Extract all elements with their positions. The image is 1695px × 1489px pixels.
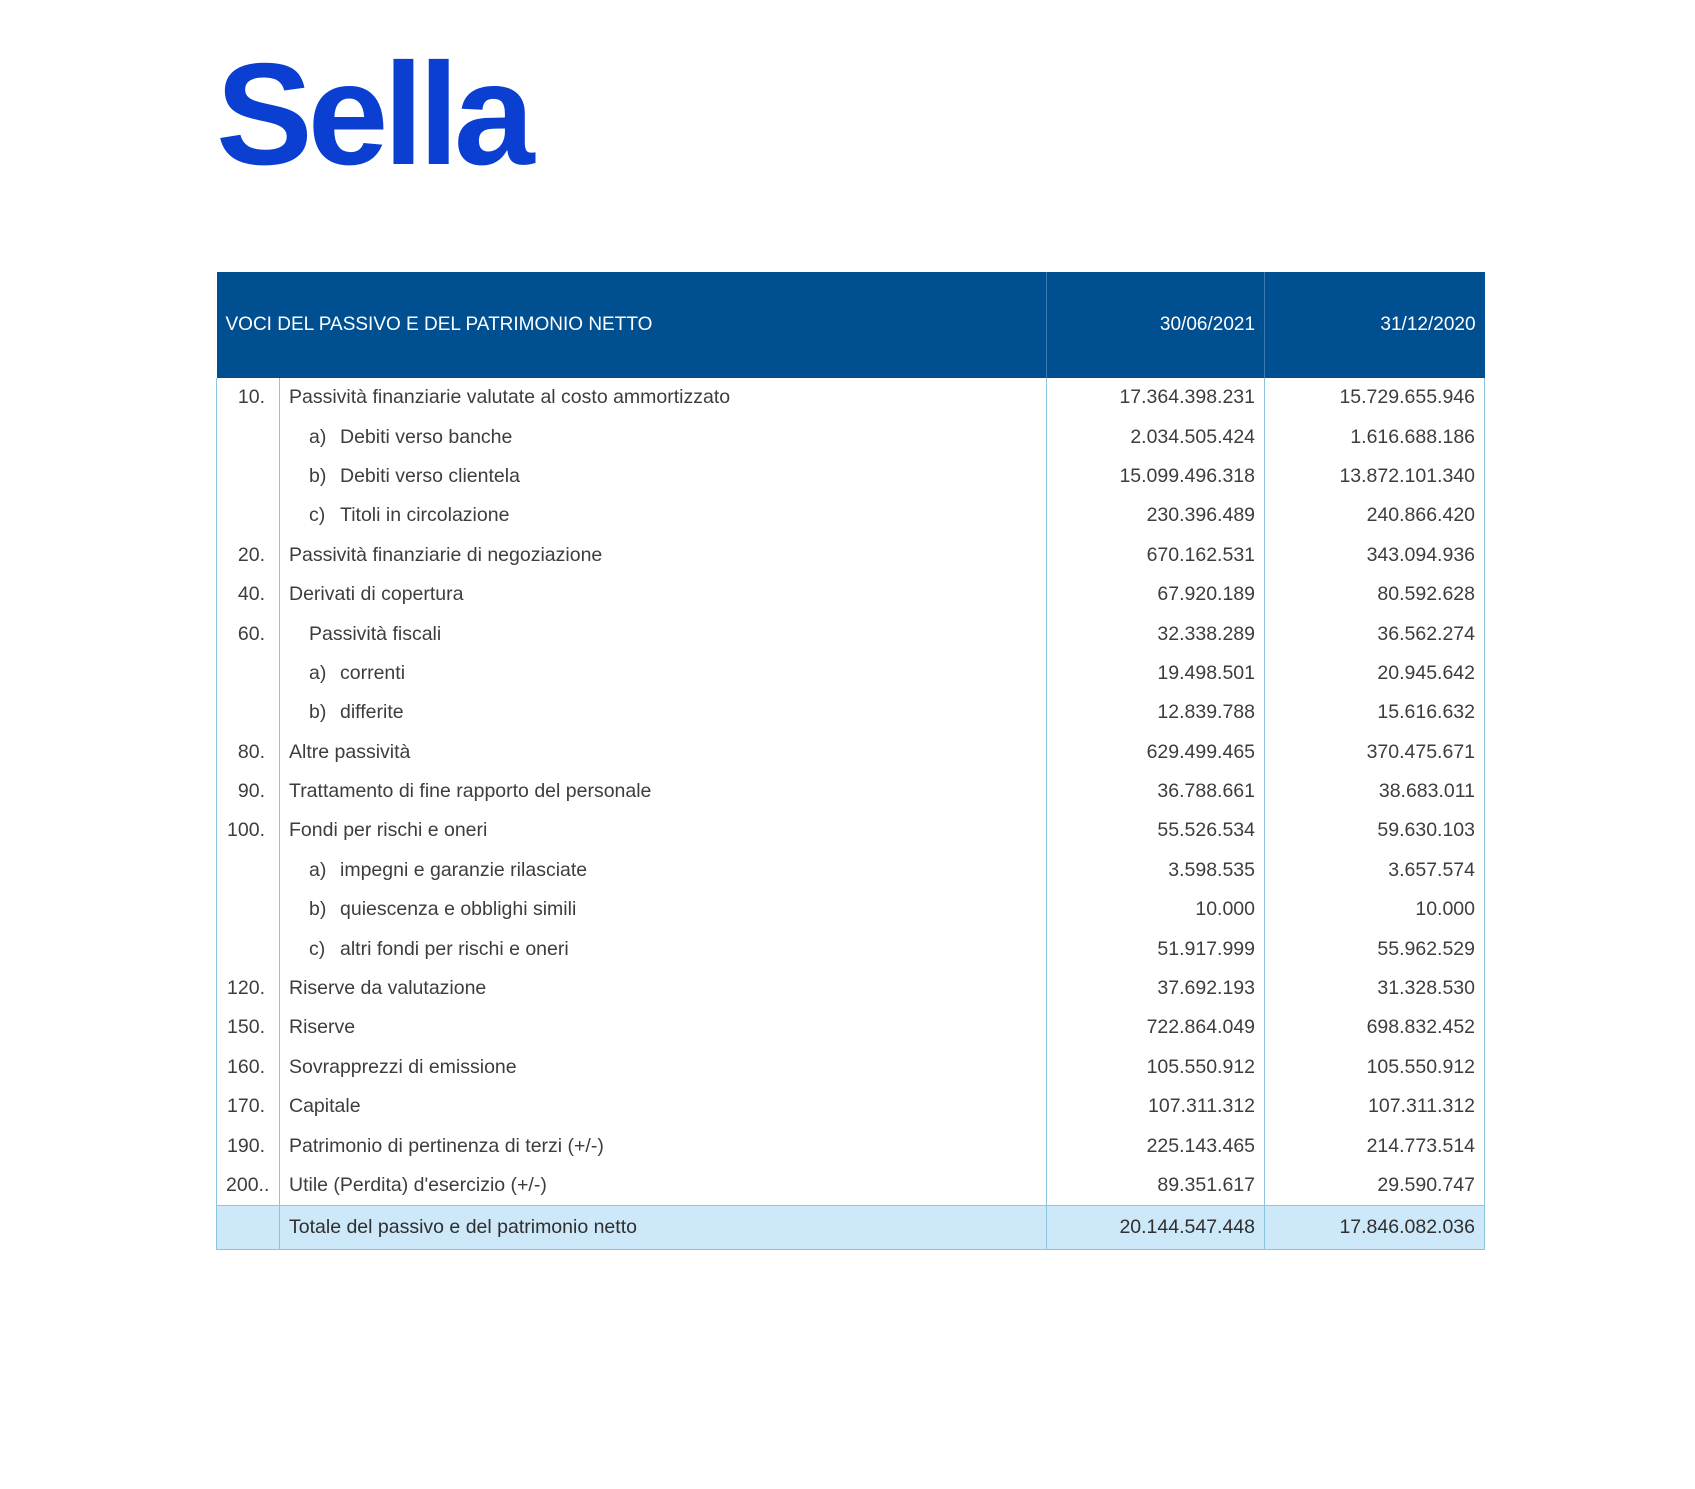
row-value-2020: 80.592.628 xyxy=(1265,575,1485,614)
row-value-2021: 629.499.465 xyxy=(1047,733,1265,772)
table-row xyxy=(217,811,1485,850)
table-row xyxy=(217,929,1485,968)
row-value-2021: 107.311.312 xyxy=(1047,1087,1265,1126)
row-value-2020: 20.945.642 xyxy=(1265,654,1485,693)
row-value-2020: 3.657.574 xyxy=(1265,851,1485,890)
row-number: 60. xyxy=(217,614,280,653)
row-description xyxy=(280,1166,1047,1206)
row-label: Trattamento di fine rapporto del personale xyxy=(289,780,652,803)
row-value-2021: 670.162.531 xyxy=(1047,536,1265,575)
row-number: 20. xyxy=(217,536,280,575)
row-label: Debiti verso banche xyxy=(340,425,513,448)
row-number xyxy=(217,929,280,968)
row-value-2021: 722.864.049 xyxy=(1047,1008,1265,1047)
row-number: 160. xyxy=(217,1048,280,1087)
sub-item-letter: b) xyxy=(309,701,327,724)
table-row xyxy=(217,417,1485,456)
row-label: Capitale xyxy=(289,1095,361,1118)
row-number xyxy=(217,693,280,732)
table-row xyxy=(217,890,1485,929)
row-value-2020: 36.562.274 xyxy=(1265,614,1485,653)
table-row xyxy=(217,772,1485,811)
row-label: Titoli in circolazione xyxy=(340,504,510,527)
header-date-2: 31/12/2020 xyxy=(1265,272,1485,378)
row-label: Altre passività xyxy=(289,740,411,763)
row-description xyxy=(280,772,1047,811)
row-label: impegni e garanzie rilasciate xyxy=(340,858,588,881)
row-value-2021: 67.920.189 xyxy=(1047,575,1265,614)
table-row xyxy=(217,1048,1485,1087)
row-description xyxy=(280,851,1047,890)
row-description xyxy=(280,811,1047,850)
row-label: Riserve xyxy=(289,1016,356,1039)
row-value-2021: 2.034.505.424 xyxy=(1047,417,1265,456)
total-row xyxy=(217,1206,1485,1250)
row-number: 80. xyxy=(217,733,280,772)
row-value-2020: 214.773.514 xyxy=(1265,1126,1485,1165)
row-number: 150. xyxy=(217,1008,280,1047)
row-value-2020: 10.000 xyxy=(1265,890,1485,929)
row-label: differite xyxy=(340,701,404,724)
row-number: 90. xyxy=(217,772,280,811)
row-value-2021: 15.099.496.318 xyxy=(1047,457,1265,496)
row-number: 200.. xyxy=(217,1166,280,1206)
row-label: Passività fiscali xyxy=(309,622,442,645)
row-value-2020: 31.328.530 xyxy=(1265,969,1485,1008)
row-value-2021: 230.396.489 xyxy=(1047,496,1265,535)
row-value-2021: 36.788.661 xyxy=(1047,772,1265,811)
row-value-2021: 55.526.534 xyxy=(1047,811,1265,850)
row-label: Debiti verso clientela xyxy=(340,464,520,487)
row-description xyxy=(280,536,1047,575)
row-description xyxy=(280,417,1047,456)
table-row xyxy=(217,1126,1485,1165)
row-label: Utile (Perdita) d'esercizio (+/-) xyxy=(289,1174,547,1196)
row-description xyxy=(280,1008,1047,1047)
row-value-2021: 37.692.193 xyxy=(1047,969,1265,1008)
table-body xyxy=(217,378,1485,1250)
table-row xyxy=(217,575,1485,614)
table-row xyxy=(217,614,1485,653)
row-value-2021: 32.338.289 xyxy=(1047,614,1265,653)
table-row xyxy=(217,1087,1485,1126)
table-row xyxy=(217,851,1485,890)
table-row xyxy=(217,1166,1485,1206)
row-description xyxy=(280,614,1047,653)
sub-item-letter: b) xyxy=(309,464,327,487)
row-number xyxy=(217,496,280,535)
row-value-2020: 15.616.632 xyxy=(1265,693,1485,732)
row-value-2020: 13.872.101.340 xyxy=(1265,457,1485,496)
row-number xyxy=(217,654,280,693)
row-number xyxy=(217,851,280,890)
row-description xyxy=(280,654,1047,693)
header-date-1: 30/06/2021 xyxy=(1047,272,1265,378)
sub-item-letter: c) xyxy=(309,937,326,960)
row-label: correnti xyxy=(340,661,406,684)
table-row xyxy=(217,733,1485,772)
row-value-2020: 15.729.655.946 xyxy=(1265,378,1485,417)
row-description xyxy=(280,1048,1047,1087)
row-description xyxy=(280,496,1047,535)
row-value-2021: 19.498.501 xyxy=(1047,654,1265,693)
row-description xyxy=(280,733,1047,772)
row-description xyxy=(280,929,1047,968)
row-value-2020: 240.866.420 xyxy=(1265,496,1485,535)
row-label: Derivati di copertura xyxy=(289,583,464,606)
row-label: Passività finanziarie di negoziazione xyxy=(289,543,603,566)
table-row xyxy=(217,378,1485,417)
row-value-2020: 107.311.312 xyxy=(1265,1087,1485,1126)
table-row xyxy=(217,536,1485,575)
sub-item-letter: a) xyxy=(309,425,327,448)
row-number: 190. xyxy=(217,1126,280,1165)
sella-logo: Sella xyxy=(216,33,530,195)
row-number xyxy=(217,417,280,456)
sub-item-letter: a) xyxy=(309,858,327,881)
table-row xyxy=(217,693,1485,732)
table-header-row xyxy=(217,272,1485,378)
row-value-2021: 105.550.912 xyxy=(1047,1048,1265,1087)
sub-item-letter: c) xyxy=(309,504,326,527)
row-value-2020: 38.683.011 xyxy=(1265,772,1485,811)
sub-item-letter: a) xyxy=(309,661,327,684)
row-description xyxy=(280,575,1047,614)
row-value-2021: 225.143.465 xyxy=(1047,1126,1265,1165)
row-value-2020: 343.094.936 xyxy=(1265,536,1485,575)
row-label: Sovrapprezzi di emissione xyxy=(289,1055,517,1078)
row-number xyxy=(217,890,280,929)
total-label: Totale del passivo e del patrimonio netto xyxy=(280,1206,1047,1250)
row-number: 40. xyxy=(217,575,280,614)
sub-item-letter: b) xyxy=(309,898,327,921)
row-number: 120. xyxy=(217,969,280,1008)
table-row xyxy=(217,969,1485,1008)
table-row xyxy=(217,457,1485,496)
row-label: Passività finanziarie valutate al costo ammortizzato xyxy=(289,386,731,409)
row-description xyxy=(280,693,1047,732)
total-value-1: 20.144.547.448 xyxy=(1047,1206,1265,1250)
row-description xyxy=(280,890,1047,929)
row-value-2020: 55.962.529 xyxy=(1265,929,1485,968)
row-value-2021: 89.351.617 xyxy=(1047,1166,1265,1206)
row-description xyxy=(280,1087,1047,1126)
table-row xyxy=(217,496,1485,535)
row-number: 10. xyxy=(217,378,280,417)
row-value-2021: 51.917.999 xyxy=(1047,929,1265,968)
row-description xyxy=(280,457,1047,496)
row-value-2021: 3.598.535 xyxy=(1047,851,1265,890)
row-label: quiescenza e obblighi simili xyxy=(340,898,577,921)
row-number: 170. xyxy=(217,1087,280,1126)
row-number xyxy=(217,457,280,496)
row-number: 100. xyxy=(217,811,280,850)
row-label: altri fondi per rischi e oneri xyxy=(340,937,569,960)
row-value-2020: 698.832.452 xyxy=(1265,1008,1485,1047)
total-value-2: 17.846.082.036 xyxy=(1265,1206,1485,1250)
total-num xyxy=(217,1206,280,1250)
row-value-2020: 29.590.747 xyxy=(1265,1166,1485,1206)
row-value-2020: 59.630.103 xyxy=(1265,811,1485,850)
table-row xyxy=(217,1008,1485,1047)
header-description: VOCI DEL PASSIVO E DEL PATRIMONIO NETTO xyxy=(217,272,1047,378)
row-description xyxy=(280,1126,1047,1165)
row-description xyxy=(280,378,1047,417)
row-label: Patrimonio di pertinenza di terzi (+/-) xyxy=(289,1134,604,1157)
row-value-2021: 12.839.788 xyxy=(1047,693,1265,732)
row-value-2020: 105.550.912 xyxy=(1265,1048,1485,1087)
balance-sheet-liabilities-table xyxy=(216,272,1484,1250)
row-label: Fondi per rischi e oneri xyxy=(289,819,488,842)
row-label: Riserve da valutazione xyxy=(289,977,487,1000)
table-row xyxy=(217,654,1485,693)
row-value-2020: 370.475.671 xyxy=(1265,733,1485,772)
row-description xyxy=(280,969,1047,1008)
row-value-2020: 1.616.688.186 xyxy=(1265,417,1485,456)
row-value-2021: 17.364.398.231 xyxy=(1047,378,1265,417)
row-value-2021: 10.000 xyxy=(1047,890,1265,929)
